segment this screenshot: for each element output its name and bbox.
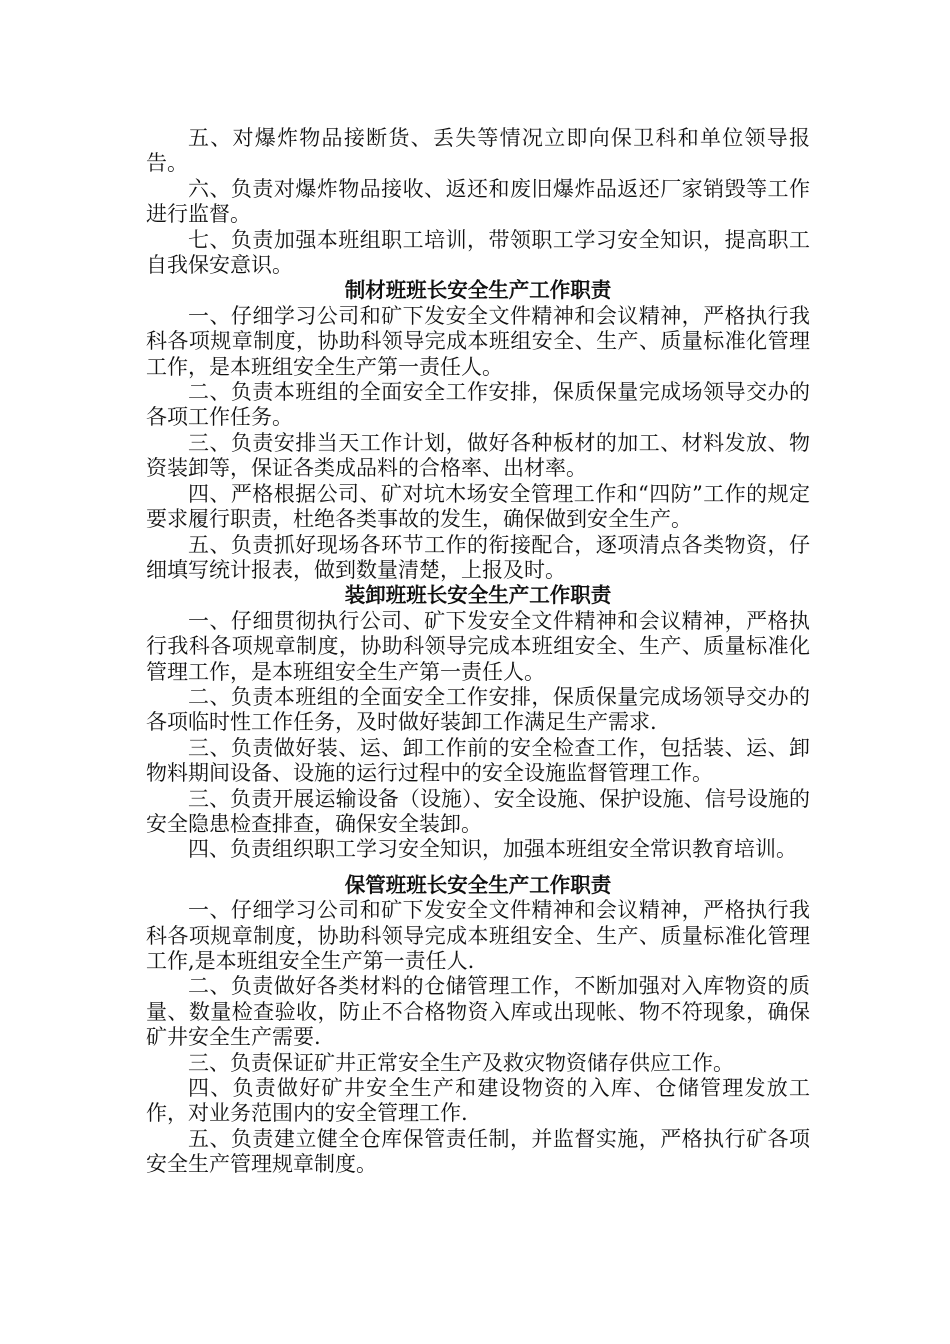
section-title-storage-team: 保管班班长安全生产工作职责	[344, 872, 612, 897]
section-paragraph: 二、负责本班组的全面安全工作安排，保质保量完成场领导交办的各项工作任务。	[146, 380, 810, 430]
section-paragraph: 四、严格根据公司、矿对坑木场安全管理工作和“四防”工作的规定要求履行职责，杜绝各类事故的发生，确保做到安全生产。	[146, 481, 810, 532]
section-paragraph: 三、负责保证矿井正常安全生产及救灾物资储存供应工作。	[188, 1050, 734, 1075]
section-paragraph: 三、负责安排当天工作计划，做好各种板材的加工、材料发放、物资装卸等，保证各类成品料的合格率、出材率。	[146, 430, 810, 481]
section-paragraph: 五、负责建立健全仓库保管责任制，并监督实施，严格执行矿各项安全生产管理规章制度。	[146, 1126, 810, 1177]
intro-paragraph-5: 五、对爆炸物品接断货、丢失等情况立即向保卫科和单位领导报告。	[146, 126, 810, 176]
section-paragraph: 一、仔细学习公司和矿下发安全文件精神和会议精神，严格执行我科各项规章制度，协助科领导完成本班组安全、生产、质量标准化管理工作，是本班组安全生产第一责任人。	[146, 303, 810, 379]
section-paragraph: 一、仔细贯彻执行公司、矿下发安全文件精神和会议精神，严格执行我科各项规章制度，协助科领导完成本班组安全、生产、质量标准化管理工作，是本班组安全生产第一责任人。	[146, 608, 810, 684]
section-paragraph: 五、负责抓好现场各环节工作的衔接配合，逐项清点各类物资，仔细填写统计报表，做到数量清楚，上报及时。	[146, 532, 810, 582]
document-page	[146, 126, 810, 1178]
section-paragraph: 二、负责本班组的全面安全工作安排，保质保量完成场领导交办的各项临时性工作任务，及时做好装卸工作满足生产需求.	[146, 684, 810, 735]
section-paragraph: 二、负责做好各类材料的仓储管理工作，不断加强对入库物资的质量、数量检查验收，防止不合格物资入库或出现帐、物不符现象，确保矿井安全生产需要.	[146, 974, 810, 1050]
intro-paragraph-6: 六、负责对爆炸物品接收、返还和废旧爆炸品返还厂家销毁等工作进行监督。	[146, 176, 810, 227]
section-paragraph: 一、仔细学习公司和矿下发安全文件精神和会议精神，严格执行我科各项规章制度，协助科领导完成本班组安全、生产、质量标准化管理工作,是本班组安全生产第一责任人.	[146, 898, 810, 973]
section-paragraph: 三、负责开展运输设备（设施）、安全设施、保护设施、信号设施的安全隐患检查排查，确保安全装卸。	[146, 786, 810, 836]
intro-paragraph-7: 七、负责加强本班组职工培训，带领职工学习安全知识，提高职工自我保安意识。	[146, 227, 810, 278]
section-paragraph: 三、负责做好装、运、卸工作前的安全检查工作，包括装、运、卸物料期间设备、设施的运行过程中的安全设施监督管理工作。	[146, 735, 810, 786]
section-title-loading-team: 装卸班班长安全生产工作职责	[344, 583, 612, 608]
section-paragraph: 四、负责组织职工学习安全知识，加强本班组安全常识教育培训。	[188, 837, 797, 862]
section-title-sawmill-team: 制材班班长安全生产工作职责	[344, 278, 612, 303]
section-paragraph: 四、负责做好矿井安全生产和建设物资的入库、仓储管理发放工作，对业务范围内的安全管理工作.	[146, 1076, 810, 1126]
